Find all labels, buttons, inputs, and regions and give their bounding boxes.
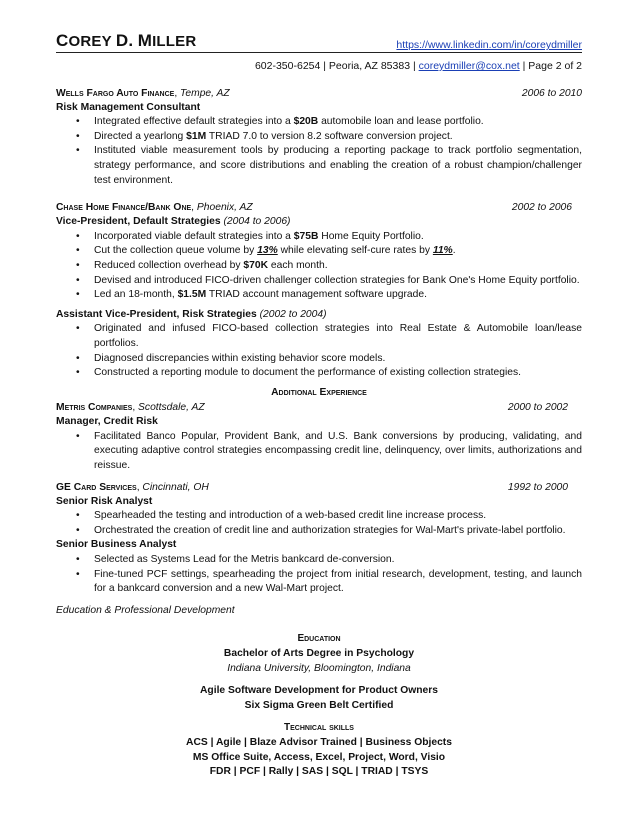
section-heading-skills: Technical skills xyxy=(284,722,354,734)
bullet-list xyxy=(56,115,582,188)
job-title: Vice-President, Default Strategies (2004 to 2006) xyxy=(56,216,291,228)
company-name: GE Card Services xyxy=(56,481,137,493)
job-dates: 2000 to 2002 xyxy=(507,402,568,414)
resume-page xyxy=(56,30,582,780)
phone: 602-350-6254 xyxy=(254,60,321,72)
skills-line: ACS | Agile | Blaze Advisor Trained | Business Objects xyxy=(186,736,452,748)
list-item: • Originated and infused FICO-based collection strategies into Real Estate & Automobile loan/lease portfolios. xyxy=(94,322,582,351)
company-name: Wells Fargo Auto Finance xyxy=(56,87,175,99)
company-location: Phoenix, AZ xyxy=(196,202,253,214)
list-item: • Fine-tuned PCF settings, spearheading the project from initial research, development, testing, and launch for a bankcard conversion and a new Wal-Mart project. xyxy=(94,568,582,597)
job-title: Assistant Vice-President, Risk Strategies (2002 to 2004) xyxy=(56,308,327,320)
job-dates: 1992 to 2000 xyxy=(507,481,568,493)
list-item: • Facilitated Banco Popular, Provident Bank, and U.S. Bank conversions by producing, validating, and executing adaptive control strategies encompassing credit line, delinquency, over limits, authorizations and reissue. xyxy=(94,430,582,474)
company-name: Chase Home Finance/Bank One xyxy=(56,202,192,214)
page-number: Page 2 of 2 xyxy=(528,60,582,72)
bullet-list xyxy=(56,230,582,303)
education-section xyxy=(56,632,582,779)
list-item: • Orchestrated the creation of credit line and authorization strategies for Wal-Mart's private-label portfolio. xyxy=(94,524,582,539)
candidate-name: COREY D. MILLER xyxy=(56,31,197,50)
linkedin-link[interactable]: https://www.linkedin.com/in/coreydmiller xyxy=(396,39,582,51)
location: Peoria, AZ 85383 xyxy=(328,60,411,72)
skills-line: MS Office Suite, Access, Excel, Project, Word, Visio xyxy=(192,751,446,763)
job-metris: Metris Companies, Scottsdale, AZ 2000 to 2002 xyxy=(56,401,582,415)
list-item: • Spearheaded the testing and introduction of a web-based credit line increase process. xyxy=(94,509,582,524)
section-heading-additional: Additional Experience xyxy=(271,386,367,398)
email-link[interactable]: coreydmiller@cox.net xyxy=(418,60,520,72)
list-item: • Directed a yearlong $1M TRIAD 7.0 to version 8.2 software conversion project. xyxy=(94,130,582,145)
company-location: Scottsdale, AZ xyxy=(138,402,205,414)
list-item: • Selected as Systems Lead for the Metris bankcard de-conversion. xyxy=(94,553,582,568)
company-name: Metris Companies xyxy=(56,402,133,414)
certification: Six Sigma Green Belt Certified xyxy=(244,699,394,711)
skills-line: FDR | PCF | Rally | SAS | SQL | TRIAD | TSYS xyxy=(209,766,429,778)
list-item: • Diagnosed discrepancies within existing behavior score models. xyxy=(94,352,582,367)
job-title: Risk Management Consultant xyxy=(56,101,201,113)
contact-line: 602-350-6254 | Peoria, AZ 85383 | coreydmiller@cox.net | Page 2 of 2 xyxy=(254,60,582,72)
list-item: • Led an 18-month, $1.5M TRIAD account management software upgrade. xyxy=(94,288,582,303)
bullet-list xyxy=(56,430,582,474)
list-item: • Incorporated viable default strategies into a $75B Home Equity Portfolio. xyxy=(94,230,582,245)
section-heading-education: Education xyxy=(297,633,341,645)
bullet-list xyxy=(56,553,582,597)
job-dates: 2002 to 2006 xyxy=(511,202,572,214)
job-title: Senior Risk Analyst xyxy=(56,495,153,507)
list-item: • Devised and introduced FICO-driven challenger collection strategies for Bank One's Home Equity portfolio. xyxy=(94,274,582,289)
job-title: Manager, Credit Risk xyxy=(56,416,158,428)
list-item: • Instituted viable measurement tools by producing a reporting package to track portfolio segmentation, strategy performance, and score distributions and enabling the creation of a robust champion/challenger test environment. xyxy=(94,144,582,188)
education-intro: Education & Professional Development xyxy=(56,604,235,616)
degree: Bachelor of Arts Degree in Psychology xyxy=(223,648,415,659)
list-item: • Reduced collection overhead by $70K each month. xyxy=(94,259,582,274)
list-item: • Constructed a reporting module to document the performance of existing collection strategies. xyxy=(94,366,582,381)
job-ge: GE Card Services, Cincinnati, OH 1992 to 2000 xyxy=(56,481,582,495)
bullet-list xyxy=(56,322,582,380)
school: Indiana University, Bloomington, Indiana xyxy=(227,662,411,674)
company-location: Tempe, AZ xyxy=(180,87,230,99)
list-item: • Cut the collection queue volume by 13% while elevating self-cure rates by 11%. xyxy=(94,244,582,259)
list-item: • Integrated effective default strategies into a $20B automobile loan and lease portfolio. xyxy=(94,115,582,130)
job-dates: 2006 to 2010 xyxy=(521,87,582,99)
resume-header xyxy=(56,30,582,53)
company-location: Cincinnati, OH xyxy=(142,481,209,493)
job-chase: Chase Home Finance/Bank One, Phoenix, AZ 2002 to 2006 xyxy=(56,201,582,215)
job-title: Senior Business Analyst xyxy=(56,539,177,551)
certification: Agile Software Development for Product Owners xyxy=(199,685,438,697)
bullet-list xyxy=(56,509,582,538)
job-wells-fargo: Wells Fargo Auto Finance, Tempe, AZ 2006 to 2010 xyxy=(56,87,582,101)
